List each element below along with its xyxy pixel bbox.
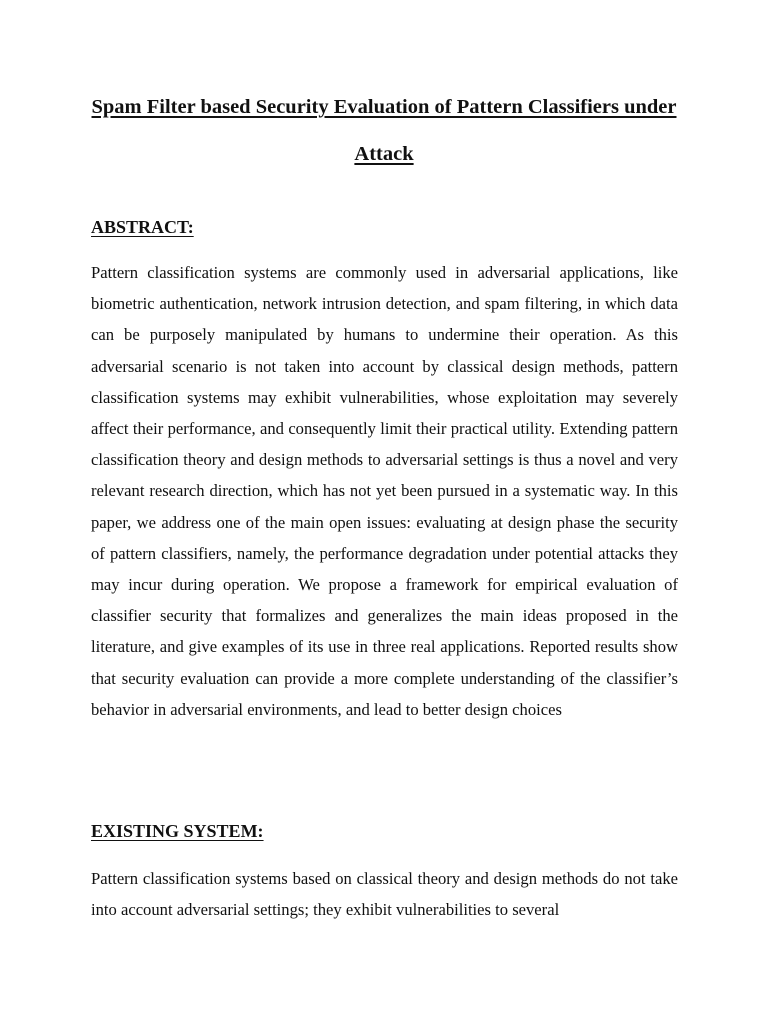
existing-system-heading: EXISTING SYSTEM: bbox=[91, 821, 264, 841]
document-title: Spam Filter based Security Evaluation of Pattern Classifiers under Attack bbox=[91, 96, 677, 165]
existing-system-paragraph: Pattern classification systems based on classical theory and design methods do not take into account adversarial settings; they exhibit vulnerabilities to several bbox=[91, 869, 678, 920]
abstract-heading: ABSTRACT: bbox=[91, 217, 194, 237]
abstract-paragraph: Pattern classification systems are commonly used in adversarial applications, like biometric authentication, network intrusion detection, and spam filtering, in which data can be purposely manipulated by humans to undermine their operation. As this adversarial scenario is not taken into account by classical design methods, pattern classification systems may exhibit vulnerabilities, whose exploitation may severely affect their performance, and consequently limit their practical utility. Extending pattern classification theory and design methods to adversarial settings is thus a novel and very relevant research direction, which has not yet been pursued in a systematic way. In this paper, we address one of the main open issues: evaluating at design phase the security of pattern classifiers, namely, the performance degradation under potential attacks they may incur during operation. We propose a framework for empirical evaluation of classifier security that formalizes and generalizes the main ideas proposed in the literature, and give examples of its use in three real applications. Reported results show that security evaluation can provide a more complete understanding of the classifier’s behavior in adversarial environments, and lead to better design choices bbox=[91, 263, 678, 719]
